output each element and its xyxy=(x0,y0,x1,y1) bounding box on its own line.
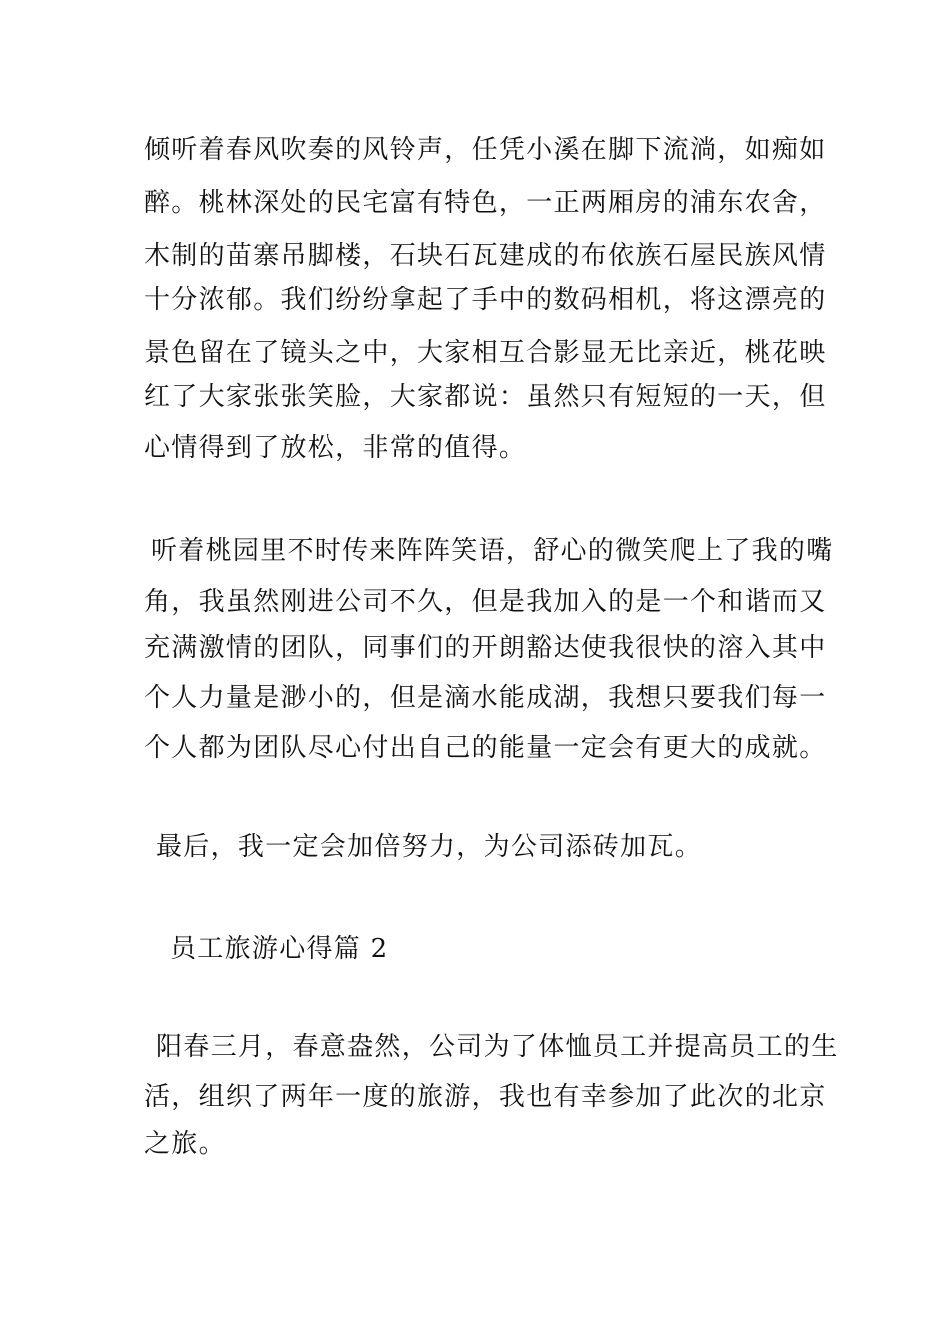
text-line: 红了大家张张笑脸，大家都说：虽然只有短短的一天，但 xyxy=(144,382,827,412)
text-line: 活，组织了两年一度的旅游，我也有幸参加了此次的北京 xyxy=(144,1082,827,1112)
text-line: 倾听着春风吹奏的风铃声，任凭小溪在脚下流淌，如痴如 xyxy=(144,135,827,165)
text-line: 木制的苗寨吊脚楼，石块石瓦建成的布依族石屋民族风情 xyxy=(144,241,827,271)
text-line: 个人力量是渺小的，但是滴水能成湖，我想只要我们每一 xyxy=(144,683,827,713)
text-line: 阳春三月，春意盎然，公司为了体恤员工并提高员工的生 xyxy=(156,1032,839,1062)
text-line: 十分浓郁。我们纷纷拿起了手中的数码相机，将这漂亮的 xyxy=(144,285,827,315)
text-line: 之旅。 xyxy=(144,1129,226,1159)
heading-text: 员工旅游心得篇 2 xyxy=(170,934,389,964)
text-line: 角，我虽然刚进公司不久，但是我加入的是一个和谐而又 xyxy=(144,587,827,617)
text-line: 最后，我一定会加倍努力，为公司添砖加瓦。 xyxy=(156,832,703,862)
text-line: 个人都为团队尽心付出自己的能量一定会有更大的成就。 xyxy=(144,733,827,763)
text-line: 听着桃园里不时传来阵阵笑语，舒心的微笑爬上了我的嘴 xyxy=(151,536,834,566)
text-line: 心情得到了放松，非常的值得。 xyxy=(144,433,527,463)
text-line: 景色留在了镜头之中，大家相互合影显无比亲近，桃花映 xyxy=(144,338,827,368)
text-line: 充满激情的团队，同事们的开朗豁达使我很快的溶入其中 xyxy=(144,633,827,663)
text-line: 醉。桃林深处的民宅富有特色，一正两厢房的浦东农舍， xyxy=(144,188,827,218)
